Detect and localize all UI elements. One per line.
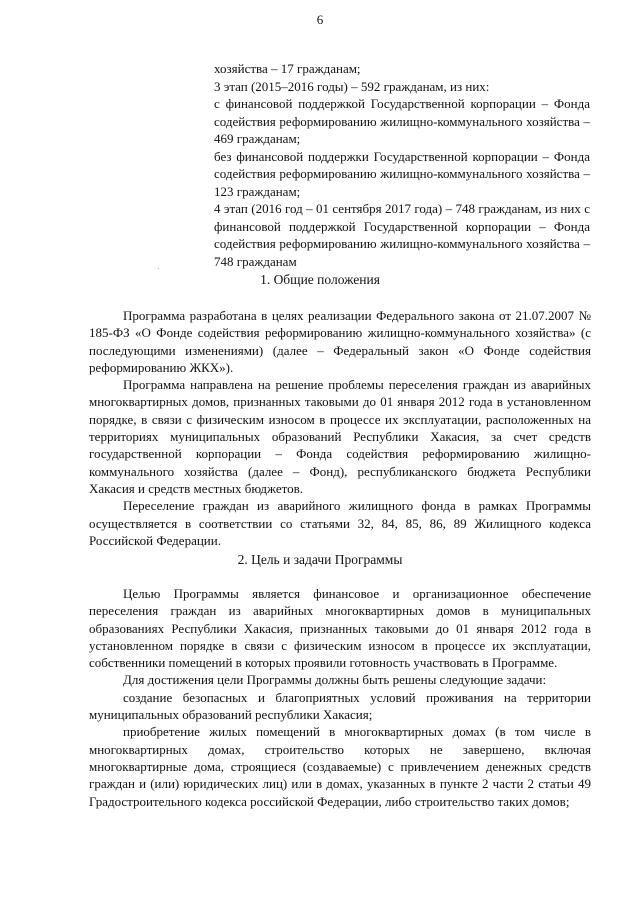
continuation-block	[214, 60, 590, 270]
continuation-line: хозяйства – 17 гражданам;	[214, 61, 361, 76]
continuation-line: 3 этап (2015–2016 годы) – 592 гражданам, из них:	[214, 78, 490, 94]
continuation-line: без финансовой поддержки Государственной корпорации – Фонда содействия реформированию жилищно-коммунального хозяйства – 123 гражданам;	[214, 148, 590, 199]
section-2-body	[89, 585, 591, 810]
continuation-line: с финансовой поддержкой Государственной корпорации – Фонда содействия реформированию жилищно-коммунального хозяйства – 469 гражданам;	[214, 96, 590, 146]
paragraph: Переселение граждан из аварийного жилищного фонда в рамках Программы осуществляется в соответствии со статьями 32, 84, 85, 86, 89 Жилищного кодекса Российской Федерации.	[89, 498, 591, 548]
paragraph: Программа разработана в целях реализации Федерального закона от 21.07.2007 № 185-ФЗ «О Фонде содействия реформированию жилищно-коммунального хозяйства» (с последующими изменениями) (далее – Федеральный закон «О Фонде содействия реформированию ЖКХ»).	[89, 308, 591, 375]
paragraph: создание безопасных и благоприятных условий проживания на территории муниципальных образований республики Хакасия;	[89, 689, 591, 723]
paragraph: Для достижения цели Программы должны быть решены следующие задачи:	[123, 672, 547, 688]
section-1-heading: 1. Общие положения	[260, 272, 380, 287]
paragraph: приобретение жилых помещений в многоквартирных домах (в том числе в многоквартирных домах, строительство которых не завершено, включая многоквартирные дома, строящиеся (создаваемые) с привлечением денежных средств граждан и (или) юридических лиц) или в домах, указанных в пункте 2 части 2 статьи 49 Градостроительного кодекса российской Федерации, либо строительство таких домов;	[89, 724, 591, 809]
scan-speck	[158, 268, 159, 269]
paragraph: Целью Программы является финансовое и организационное обеспечение переселения граждан из аварийных многоквартирных домов в муниципальных образованиях Республики Хакасия, признанных таковыми до 01 января 2012 года в установленном порядке в связи с физическим износом в процессе их эксплуатации, собственники помещений в которых проявили готовность участвовать в Программе.	[89, 586, 591, 671]
page-number: 6	[316, 12, 324, 27]
section-2-heading: 2. Цель и задачи Программы	[237, 552, 403, 567]
paragraph: Программа направлена на решение проблемы переселения граждан из аварийных многоквартирных домов, признанных таковыми до 01 января 2012 года в установленном порядке, в связи с физическим износом в процессе их эксплуатации, расположенных на территориях муниципальных образований Республики Хакасия, за счет средств государственной корпорации – Фонда содействия реформированию жилищно-коммунального хозяйства (далее – Фонд), республиканского бюджета Республики Хакасия и средств местных бюджетов.	[89, 377, 591, 496]
continuation-line: 4 этап (2016 год – 01 сентября 2017 года) – 748 гражданам, из них с финансовой поддержкой Государственной корпорации – Фонда содействия реформированию жилищно-коммунального хозяйства – 748 гражданам	[214, 201, 590, 269]
section-1-body	[89, 307, 591, 549]
